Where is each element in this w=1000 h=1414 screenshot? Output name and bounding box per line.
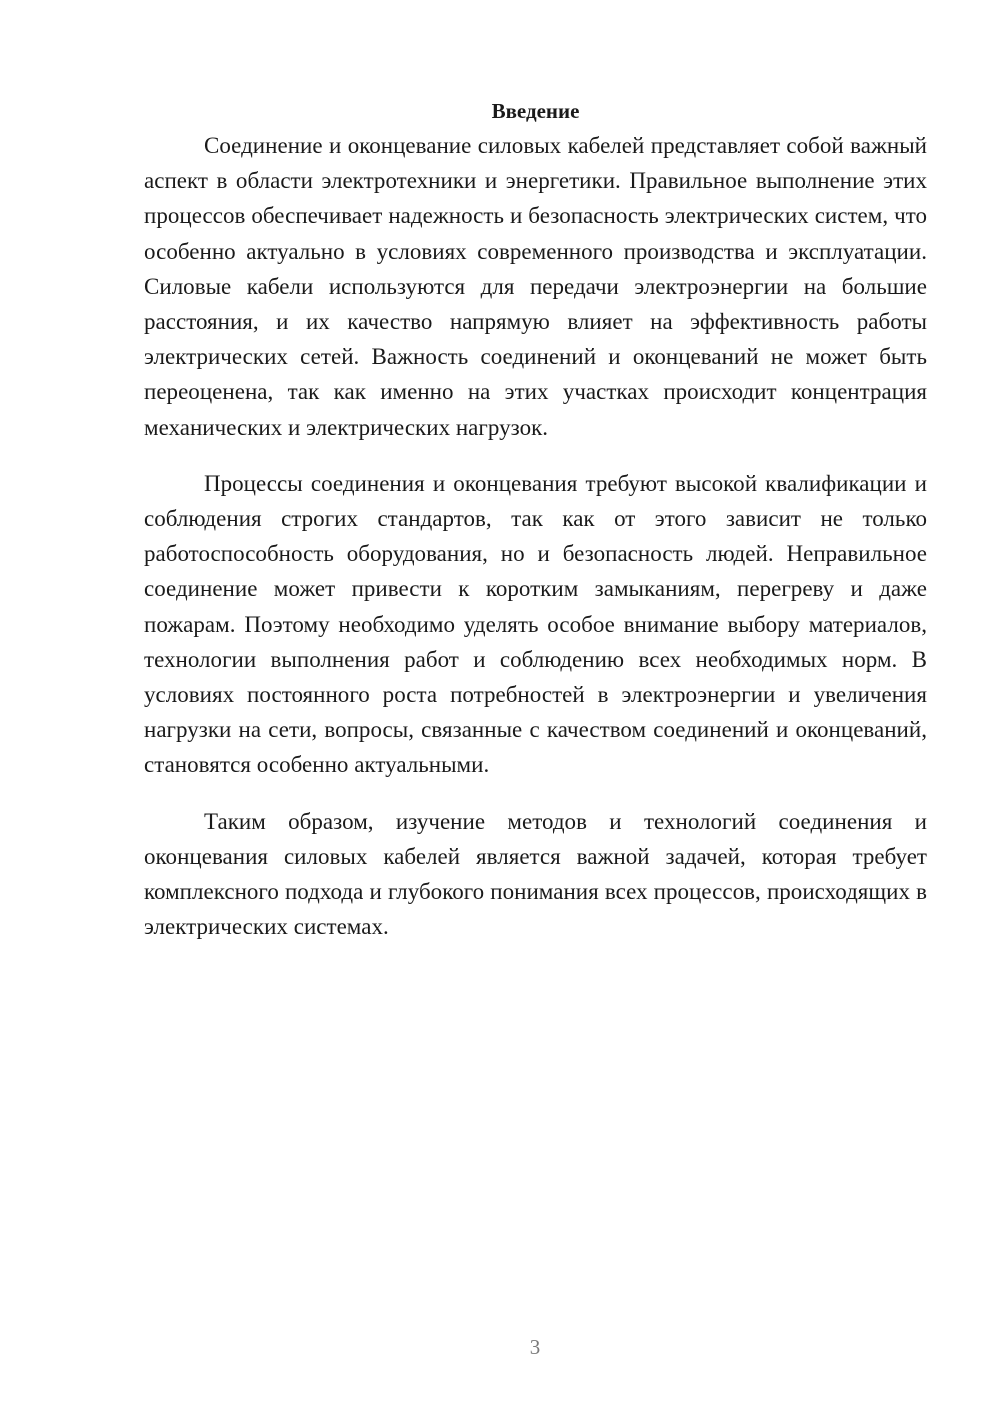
page-content [144, 95, 927, 944]
paragraph-3: Таким образом, изучение методов и технологий соединения и оконцевания силовых кабелей является важной задачей, которая требует комплексного подхода и глубокого понимания всех процессов, происходящих в электрических системах. [144, 808, 927, 940]
paragraph-1: Соединение и оконцевание силовых кабелей представляет собой важный аспект в области электротехники и энергетики. Правильное выполнение этих процессов обеспечивает надежность и безопасность электрических систем, что особенно актуально в условиях современного производства и эксплуатации. Силовые кабели используются для передачи электроэнергии на большие расстояния, и их качество напрямую влияет на эффективность работы электрических сетей. Важность соединений и оконцеваний не может быть переоценена, так как именно на этих участках происходит концентрация механических и электрических нагрузок. [144, 133, 927, 440]
section-title: Введение [491, 99, 580, 123]
paragraph-2: Процессы соединения и оконцевания требуют высокой квалификации и соблюдения строгих стандартов, так как от этого зависит не только работоспособность оборудования, но и безопасность людей. Неправильное соединение может привести к коротким замыканиям, перегреву и даже пожарам. Поэтому необходимо уделять особое внимание выбору материалов, технологии выполнения работ и соблюдению всех необходимых норм. В условиях постоянного роста потребностей в электроэнергии и увеличения нагрузки на сети, вопросы, связанные с качеством соединений и оконцеваний, становятся особенно актуальными. [144, 470, 927, 778]
page-number: 3 [529, 1335, 541, 1359]
